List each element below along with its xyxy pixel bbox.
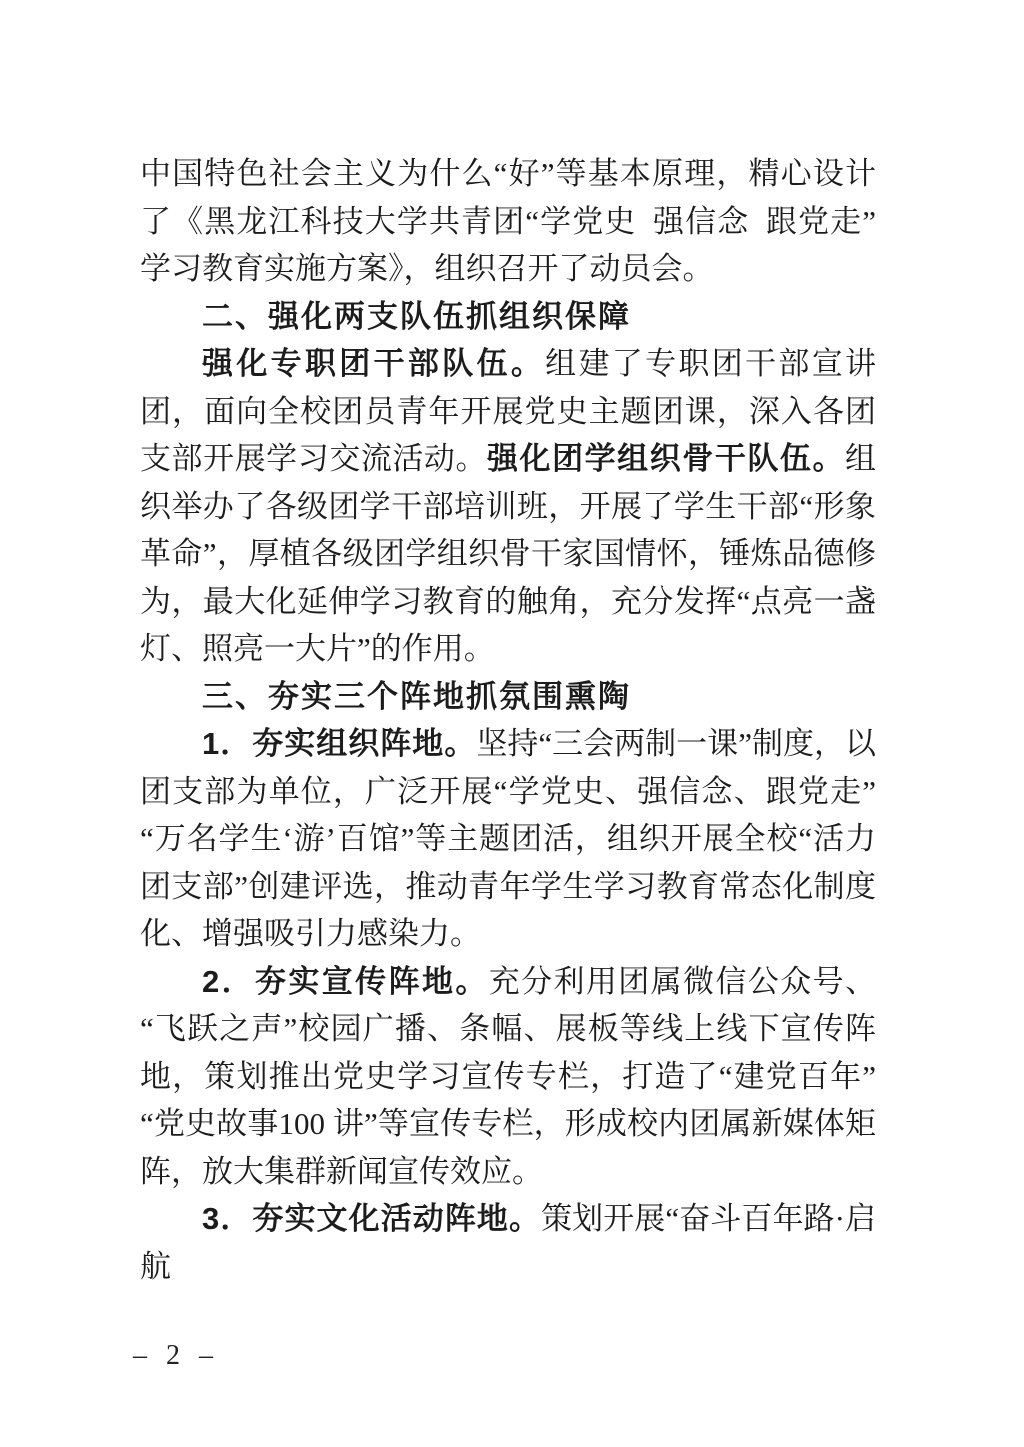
bold-run: 强化团学组织骨干队伍。 xyxy=(487,441,845,476)
document-body xyxy=(140,150,876,1290)
bold-run: 二、强化两支队伍抓组织保障 xyxy=(202,298,631,334)
paragraph xyxy=(140,150,876,293)
paragraph xyxy=(140,1195,876,1290)
bold-run: 三、夯实三个阵地抓氛围熏陶 xyxy=(202,678,631,714)
text-run: 中国特色社会主义为什么“好”等基本原理，精心设计了《黑龙江科技大学共青团“学党史 强信念 跟党走”学习教育实施方案》，组织召开了动员会。 xyxy=(140,156,876,286)
text-run: 充分利用团属微信公众号、“飞跃之声”校园广播、条幅、展板等线上线下宣传阵地，策划推出党史学习宣传专栏，打造了“建党百年”“党史故事100 讲”等宣传专栏，形成校内团属新媒体矩阵，放大集群新闻宣传效应。 xyxy=(140,963,876,1189)
text-run: 组建了专职团干部宣讲团，面向全校团员青年开展党史主题团课，深入各团支部开展学习交流活动。 xyxy=(140,346,877,476)
section-heading xyxy=(140,673,876,721)
paragraph xyxy=(140,958,876,1196)
paragraph xyxy=(140,340,876,673)
bold-run: 强化专职团干部队伍。 xyxy=(202,346,546,381)
paragraph xyxy=(140,720,876,958)
text-run: 策划开展“奋斗百年路·启航 xyxy=(140,1201,876,1284)
section-heading xyxy=(140,293,876,341)
bold-run: 2．夯实宣传阵地。 xyxy=(202,963,489,999)
page-number: – 2 – xyxy=(133,1340,219,1371)
text-run: 组织举办了各级团学干部培训班，开展了学生干部“形象革命”，厚植各级团学组织骨干家国情怀，锤炼品德修为，最大化延伸学习教育的触角，充分发挥“点亮一盏灯、照亮一大片”的作用。 xyxy=(140,441,876,666)
bold-run: 1．夯实组织阵地。 xyxy=(202,726,477,761)
text-run: 坚持“三会两制一课”制度，以团支部为单位，广泛开展“学党史、强信念、跟党走”“万名学生‘游’百馆”等主题团活，组织开展全校“活力团支部”创建评选，推动青年学生学习教育常态化制度化、增强吸引力感染力。 xyxy=(140,726,876,951)
bold-run: 3．夯实文化活动阵地。 xyxy=(202,1201,542,1236)
